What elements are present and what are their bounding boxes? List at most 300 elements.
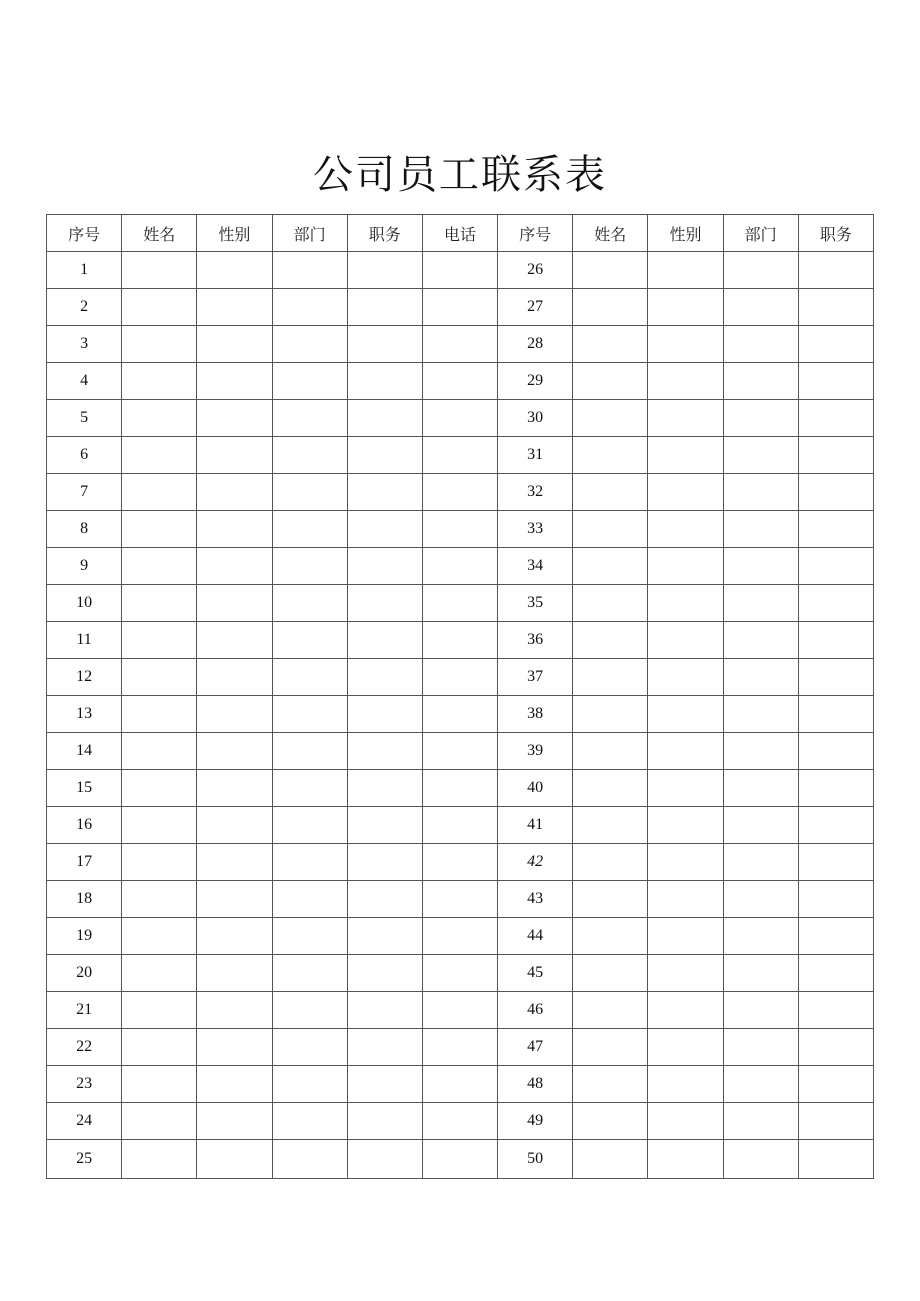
column-header-name-2: 姓名: [573, 215, 648, 252]
empty-cell-position[interactable]: [347, 622, 422, 659]
empty-cell-gender[interactable]: [197, 326, 272, 363]
empty-cell-name-2[interactable]: [573, 844, 648, 881]
row-number-cell: 27: [498, 289, 573, 326]
table-row: [47, 511, 874, 548]
empty-cell-phone[interactable]: [422, 770, 497, 807]
row-number-cell: 22: [47, 1029, 122, 1066]
empty-cell-phone[interactable]: [422, 955, 497, 992]
empty-cell-phone[interactable]: [422, 363, 497, 400]
empty-cell-gender-2[interactable]: [648, 1029, 723, 1066]
empty-cell-name-2[interactable]: [573, 326, 648, 363]
empty-cell-name[interactable]: [122, 955, 197, 992]
header-row: [47, 215, 874, 252]
empty-cell-phone[interactable]: [422, 622, 497, 659]
empty-cell-name[interactable]: [122, 807, 197, 844]
row-number-cell: 9: [47, 548, 122, 585]
empty-cell-gender-2[interactable]: [648, 1103, 723, 1140]
empty-cell-position-2[interactable]: [798, 770, 873, 807]
table-row: [47, 992, 874, 1029]
empty-cell-gender[interactable]: [197, 474, 272, 511]
row-number-cell: 36: [498, 622, 573, 659]
column-header-department: 部门: [272, 215, 347, 252]
empty-cell-gender[interactable]: [197, 1066, 272, 1103]
row-number-cell: 49: [498, 1103, 573, 1140]
empty-cell-name-2[interactable]: [573, 511, 648, 548]
empty-cell-name-2[interactable]: [573, 1029, 648, 1066]
row-number-cell: 41: [498, 807, 573, 844]
row-number-cell: 17: [47, 844, 122, 881]
empty-cell-name[interactable]: [122, 363, 197, 400]
empty-cell-department-2[interactable]: [723, 807, 798, 844]
empty-cell-position-2[interactable]: [798, 326, 873, 363]
table-row: [47, 733, 874, 770]
empty-cell-position[interactable]: [347, 511, 422, 548]
empty-cell-gender-2[interactable]: [648, 881, 723, 918]
empty-cell-name[interactable]: [122, 733, 197, 770]
empty-cell-gender[interactable]: [197, 289, 272, 326]
empty-cell-position-2[interactable]: [798, 1029, 873, 1066]
empty-cell-gender[interactable]: [197, 1103, 272, 1140]
empty-cell-position[interactable]: [347, 252, 422, 289]
empty-cell-department-2[interactable]: [723, 363, 798, 400]
empty-cell-department-2[interactable]: [723, 400, 798, 437]
empty-cell-position-2[interactable]: [798, 1140, 873, 1179]
empty-cell-position[interactable]: [347, 289, 422, 326]
empty-cell-gender-2[interactable]: [648, 918, 723, 955]
row-number-cell: 40: [498, 770, 573, 807]
row-number-cell: 46: [498, 992, 573, 1029]
row-number-cell: 32: [498, 474, 573, 511]
empty-cell-gender-2[interactable]: [648, 844, 723, 881]
row-number-cell: 30: [498, 400, 573, 437]
empty-cell-department[interactable]: [272, 585, 347, 622]
empty-cell-name-2[interactable]: [573, 252, 648, 289]
table-row: [47, 400, 874, 437]
empty-cell-position[interactable]: [347, 548, 422, 585]
empty-cell-name-2[interactable]: [573, 474, 648, 511]
empty-cell-phone[interactable]: [422, 437, 497, 474]
empty-cell-gender[interactable]: [197, 955, 272, 992]
empty-cell-position[interactable]: [347, 437, 422, 474]
empty-cell-gender[interactable]: [197, 733, 272, 770]
empty-cell-name-2[interactable]: [573, 992, 648, 1029]
row-number-cell: 26: [498, 252, 573, 289]
empty-cell-position-2[interactable]: [798, 622, 873, 659]
empty-cell-phone[interactable]: [422, 1140, 497, 1179]
empty-cell-position-2[interactable]: [798, 1103, 873, 1140]
empty-cell-position[interactable]: [347, 400, 422, 437]
empty-cell-phone[interactable]: [422, 548, 497, 585]
empty-cell-phone[interactable]: [422, 400, 497, 437]
row-number-cell: 28: [498, 326, 573, 363]
empty-cell-name[interactable]: [122, 326, 197, 363]
table-row: [47, 1066, 874, 1103]
empty-cell-position[interactable]: [347, 770, 422, 807]
row-number-cell: 43: [498, 881, 573, 918]
empty-cell-position[interactable]: [347, 881, 422, 918]
empty-cell-name-2[interactable]: [573, 1066, 648, 1103]
table-row: [47, 474, 874, 511]
empty-cell-department-2[interactable]: [723, 992, 798, 1029]
empty-cell-department-2[interactable]: [723, 881, 798, 918]
row-number-cell: 34: [498, 548, 573, 585]
empty-cell-position[interactable]: [347, 733, 422, 770]
row-number-cell: 44: [498, 918, 573, 955]
empty-cell-gender-2[interactable]: [648, 733, 723, 770]
empty-cell-position-2[interactable]: [798, 992, 873, 1029]
table-row: [47, 918, 874, 955]
empty-cell-name-2[interactable]: [573, 585, 648, 622]
empty-cell-department-2[interactable]: [723, 1066, 798, 1103]
column-header-position: 职务: [347, 215, 422, 252]
empty-cell-position-2[interactable]: [798, 844, 873, 881]
empty-cell-phone[interactable]: [422, 1103, 497, 1140]
empty-cell-phone[interactable]: [422, 696, 497, 733]
empty-cell-phone[interactable]: [422, 881, 497, 918]
empty-cell-name-2[interactable]: [573, 548, 648, 585]
empty-cell-department[interactable]: [272, 289, 347, 326]
empty-cell-phone[interactable]: [422, 474, 497, 511]
empty-cell-department[interactable]: [272, 548, 347, 585]
table-row: [47, 659, 874, 696]
column-header-position-2: 职务: [798, 215, 873, 252]
table-row: [47, 363, 874, 400]
empty-cell-gender-2[interactable]: [648, 511, 723, 548]
empty-cell-phone[interactable]: [422, 252, 497, 289]
empty-cell-department-2[interactable]: [723, 918, 798, 955]
empty-cell-name-2[interactable]: [573, 1140, 648, 1179]
employee-contact-table: [46, 214, 874, 1179]
empty-cell-name[interactable]: [122, 585, 197, 622]
empty-cell-department[interactable]: [272, 400, 347, 437]
empty-cell-department-2[interactable]: [723, 289, 798, 326]
empty-cell-phone[interactable]: [422, 659, 497, 696]
empty-cell-position-2[interactable]: [798, 363, 873, 400]
empty-cell-gender[interactable]: [197, 1029, 272, 1066]
empty-cell-gender-2[interactable]: [648, 1140, 723, 1179]
empty-cell-phone[interactable]: [422, 807, 497, 844]
empty-cell-department[interactable]: [272, 511, 347, 548]
row-number-cell: 23: [47, 1066, 122, 1103]
empty-cell-name-2[interactable]: [573, 289, 648, 326]
row-number-cell: 2: [47, 289, 122, 326]
empty-cell-department-2[interactable]: [723, 1140, 798, 1179]
empty-cell-gender[interactable]: [197, 1140, 272, 1179]
empty-cell-gender[interactable]: [197, 585, 272, 622]
empty-cell-gender-2[interactable]: [648, 955, 723, 992]
empty-cell-phone[interactable]: [422, 1066, 497, 1103]
empty-cell-name-2[interactable]: [573, 437, 648, 474]
row-number-cell: 8: [47, 511, 122, 548]
row-number-cell: 3: [47, 326, 122, 363]
empty-cell-position[interactable]: [347, 696, 422, 733]
empty-cell-gender[interactable]: [197, 770, 272, 807]
empty-cell-gender-2[interactable]: [648, 400, 723, 437]
empty-cell-gender[interactable]: [197, 992, 272, 1029]
empty-cell-phone[interactable]: [422, 733, 497, 770]
empty-cell-name[interactable]: [122, 400, 197, 437]
empty-cell-gender[interactable]: [197, 252, 272, 289]
empty-cell-position-2[interactable]: [798, 252, 873, 289]
empty-cell-department-2[interactable]: [723, 770, 798, 807]
empty-cell-position[interactable]: [347, 955, 422, 992]
empty-cell-position[interactable]: [347, 474, 422, 511]
empty-cell-gender-2[interactable]: [648, 807, 723, 844]
empty-cell-name[interactable]: [122, 1103, 197, 1140]
column-header-seq-2: 序号: [498, 215, 573, 252]
empty-cell-phone[interactable]: [422, 511, 497, 548]
empty-cell-department[interactable]: [272, 955, 347, 992]
row-number-cell: 20: [47, 955, 122, 992]
empty-cell-position-2[interactable]: [798, 289, 873, 326]
empty-cell-department[interactable]: [272, 252, 347, 289]
empty-cell-gender-2[interactable]: [648, 548, 723, 585]
empty-cell-gender[interactable]: [197, 918, 272, 955]
row-number-cell: 47: [498, 1029, 573, 1066]
empty-cell-gender[interactable]: [197, 400, 272, 437]
row-number-cell: 48: [498, 1066, 573, 1103]
row-number-cell: 19: [47, 918, 122, 955]
table-row: [47, 696, 874, 733]
row-number-cell: 6: [47, 437, 122, 474]
empty-cell-gender[interactable]: [197, 696, 272, 733]
table-row: [47, 585, 874, 622]
row-number-cell: 12: [47, 659, 122, 696]
empty-cell-gender-2[interactable]: [648, 696, 723, 733]
empty-cell-department[interactable]: [272, 1029, 347, 1066]
empty-cell-gender-2[interactable]: [648, 289, 723, 326]
empty-cell-name[interactable]: [122, 548, 197, 585]
table-row: [47, 548, 874, 585]
empty-cell-department[interactable]: [272, 474, 347, 511]
row-number-cell: 13: [47, 696, 122, 733]
column-header-seq: 序号: [47, 215, 122, 252]
empty-cell-gender-2[interactable]: [648, 585, 723, 622]
empty-cell-department-2[interactable]: [723, 252, 798, 289]
empty-cell-name[interactable]: [122, 437, 197, 474]
empty-cell-department-2[interactable]: [723, 622, 798, 659]
row-number-cell: 14: [47, 733, 122, 770]
row-number-cell: 5: [47, 400, 122, 437]
empty-cell-position-2[interactable]: [798, 511, 873, 548]
empty-cell-name[interactable]: [122, 881, 197, 918]
empty-cell-department-2[interactable]: [723, 585, 798, 622]
empty-cell-position[interactable]: [347, 363, 422, 400]
empty-cell-name-2[interactable]: [573, 659, 648, 696]
row-number-cell: 31: [498, 437, 573, 474]
empty-cell-department-2[interactable]: [723, 326, 798, 363]
empty-cell-department-2[interactable]: [723, 844, 798, 881]
empty-cell-name[interactable]: [122, 696, 197, 733]
row-number-cell: 45: [498, 955, 573, 992]
empty-cell-department[interactable]: [272, 844, 347, 881]
table-row: [47, 807, 874, 844]
empty-cell-department[interactable]: [272, 770, 347, 807]
empty-cell-position-2[interactable]: [798, 807, 873, 844]
empty-cell-position-2[interactable]: [798, 955, 873, 992]
row-number-cell: 39: [498, 733, 573, 770]
empty-cell-phone[interactable]: [422, 1029, 497, 1066]
empty-cell-position[interactable]: [347, 844, 422, 881]
empty-cell-gender-2[interactable]: [648, 659, 723, 696]
empty-cell-name-2[interactable]: [573, 696, 648, 733]
empty-cell-gender-2[interactable]: [648, 326, 723, 363]
empty-cell-phone[interactable]: [422, 992, 497, 1029]
empty-cell-gender-2[interactable]: [648, 622, 723, 659]
empty-cell-position[interactable]: [347, 992, 422, 1029]
empty-cell-position[interactable]: [347, 918, 422, 955]
table-row: [47, 955, 874, 992]
page-title: 公司员工联系表: [313, 151, 607, 198]
column-header-name: 姓名: [122, 215, 197, 252]
column-header-department-2: 部门: [723, 215, 798, 252]
empty-cell-position-2[interactable]: [798, 659, 873, 696]
row-number-cell: 38: [498, 696, 573, 733]
empty-cell-department[interactable]: [272, 1066, 347, 1103]
empty-cell-gender[interactable]: [197, 511, 272, 548]
empty-cell-department-2[interactable]: [723, 1029, 798, 1066]
empty-cell-phone[interactable]: [422, 289, 497, 326]
empty-cell-gender[interactable]: [197, 548, 272, 585]
empty-cell-name[interactable]: [122, 252, 197, 289]
empty-cell-name[interactable]: [122, 511, 197, 548]
empty-cell-gender[interactable]: [197, 807, 272, 844]
empty-cell-position-2[interactable]: [798, 881, 873, 918]
empty-cell-department-2[interactable]: [723, 733, 798, 770]
row-number-cell: 16: [47, 807, 122, 844]
empty-cell-name-2[interactable]: [573, 881, 648, 918]
table-row: [47, 881, 874, 918]
table-row: [47, 770, 874, 807]
empty-cell-position-2[interactable]: [798, 400, 873, 437]
empty-cell-phone[interactable]: [422, 918, 497, 955]
empty-cell-department[interactable]: [272, 437, 347, 474]
empty-cell-gender-2[interactable]: [648, 770, 723, 807]
empty-cell-department-2[interactable]: [723, 659, 798, 696]
empty-cell-position-2[interactable]: [798, 733, 873, 770]
empty-cell-position[interactable]: [347, 1029, 422, 1066]
empty-cell-department[interactable]: [272, 326, 347, 363]
row-number-cell: 50: [498, 1140, 573, 1179]
empty-cell-gender[interactable]: [197, 844, 272, 881]
empty-cell-name-2[interactable]: [573, 807, 648, 844]
empty-cell-position[interactable]: [347, 1103, 422, 1140]
empty-cell-department[interactable]: [272, 918, 347, 955]
empty-cell-name-2[interactable]: [573, 733, 648, 770]
table-row: [47, 437, 874, 474]
empty-cell-position[interactable]: [347, 585, 422, 622]
empty-cell-name[interactable]: [122, 770, 197, 807]
empty-cell-gender[interactable]: [197, 881, 272, 918]
table-row: [47, 289, 874, 326]
empty-cell-department-2[interactable]: [723, 548, 798, 585]
empty-cell-department-2[interactable]: [723, 1103, 798, 1140]
empty-cell-name-2[interactable]: [573, 770, 648, 807]
empty-cell-department-2[interactable]: [723, 955, 798, 992]
empty-cell-position-2[interactable]: [798, 1066, 873, 1103]
row-number-cell: 29: [498, 363, 573, 400]
empty-cell-phone[interactable]: [422, 585, 497, 622]
empty-cell-phone[interactable]: [422, 844, 497, 881]
empty-cell-name[interactable]: [122, 1140, 197, 1179]
empty-cell-department-2[interactable]: [723, 696, 798, 733]
empty-cell-department[interactable]: [272, 622, 347, 659]
empty-cell-position[interactable]: [347, 807, 422, 844]
empty-cell-name[interactable]: [122, 474, 197, 511]
empty-cell-phone[interactable]: [422, 326, 497, 363]
empty-cell-gender-2[interactable]: [648, 437, 723, 474]
empty-cell-name-2[interactable]: [573, 918, 648, 955]
empty-cell-position-2[interactable]: [798, 696, 873, 733]
empty-cell-name-2[interactable]: [573, 400, 648, 437]
row-number-cell: 10: [47, 585, 122, 622]
empty-cell-name[interactable]: [122, 918, 197, 955]
empty-cell-name[interactable]: [122, 1066, 197, 1103]
empty-cell-name[interactable]: [122, 1029, 197, 1066]
empty-cell-department-2[interactable]: [723, 511, 798, 548]
row-number-cell: 21: [47, 992, 122, 1029]
table-row: [47, 252, 874, 289]
empty-cell-gender-2[interactable]: [648, 1066, 723, 1103]
empty-cell-name[interactable]: [122, 622, 197, 659]
empty-cell-gender-2[interactable]: [648, 992, 723, 1029]
empty-cell-position-2[interactable]: [798, 585, 873, 622]
empty-cell-department[interactable]: [272, 659, 347, 696]
empty-cell-name[interactable]: [122, 289, 197, 326]
empty-cell-department[interactable]: [272, 807, 347, 844]
empty-cell-gender[interactable]: [197, 363, 272, 400]
empty-cell-name-2[interactable]: [573, 622, 648, 659]
table-row: [47, 1140, 874, 1179]
row-number-cell: 15: [47, 770, 122, 807]
empty-cell-name[interactable]: [122, 844, 197, 881]
empty-cell-position[interactable]: [347, 659, 422, 696]
empty-cell-department[interactable]: [272, 1103, 347, 1140]
empty-cell-gender-2[interactable]: [648, 252, 723, 289]
empty-cell-name[interactable]: [122, 992, 197, 1029]
empty-cell-name[interactable]: [122, 659, 197, 696]
empty-cell-department[interactable]: [272, 992, 347, 1029]
empty-cell-position-2[interactable]: [798, 474, 873, 511]
empty-cell-department[interactable]: [272, 733, 347, 770]
empty-cell-department[interactable]: [272, 363, 347, 400]
table-row: [47, 622, 874, 659]
empty-cell-name-2[interactable]: [573, 1103, 648, 1140]
empty-cell-name-2[interactable]: [573, 955, 648, 992]
empty-cell-department-2[interactable]: [723, 474, 798, 511]
empty-cell-gender[interactable]: [197, 659, 272, 696]
empty-cell-name-2[interactable]: [573, 363, 648, 400]
row-number-cell: 11: [47, 622, 122, 659]
empty-cell-department[interactable]: [272, 696, 347, 733]
empty-cell-gender[interactable]: [197, 622, 272, 659]
table-row: [47, 326, 874, 363]
empty-cell-gender-2[interactable]: [648, 363, 723, 400]
empty-cell-position-2[interactable]: [798, 918, 873, 955]
empty-cell-department[interactable]: [272, 881, 347, 918]
empty-cell-department[interactable]: [272, 1140, 347, 1179]
empty-cell-department-2[interactable]: [723, 437, 798, 474]
empty-cell-position[interactable]: [347, 1066, 422, 1103]
empty-cell-position[interactable]: [347, 1140, 422, 1179]
row-number-cell: 35: [498, 585, 573, 622]
empty-cell-position[interactable]: [347, 326, 422, 363]
empty-cell-gender[interactable]: [197, 437, 272, 474]
empty-cell-position-2[interactable]: [798, 548, 873, 585]
row-number-cell: 4: [47, 363, 122, 400]
empty-cell-gender-2[interactable]: [648, 474, 723, 511]
empty-cell-position-2[interactable]: [798, 437, 873, 474]
